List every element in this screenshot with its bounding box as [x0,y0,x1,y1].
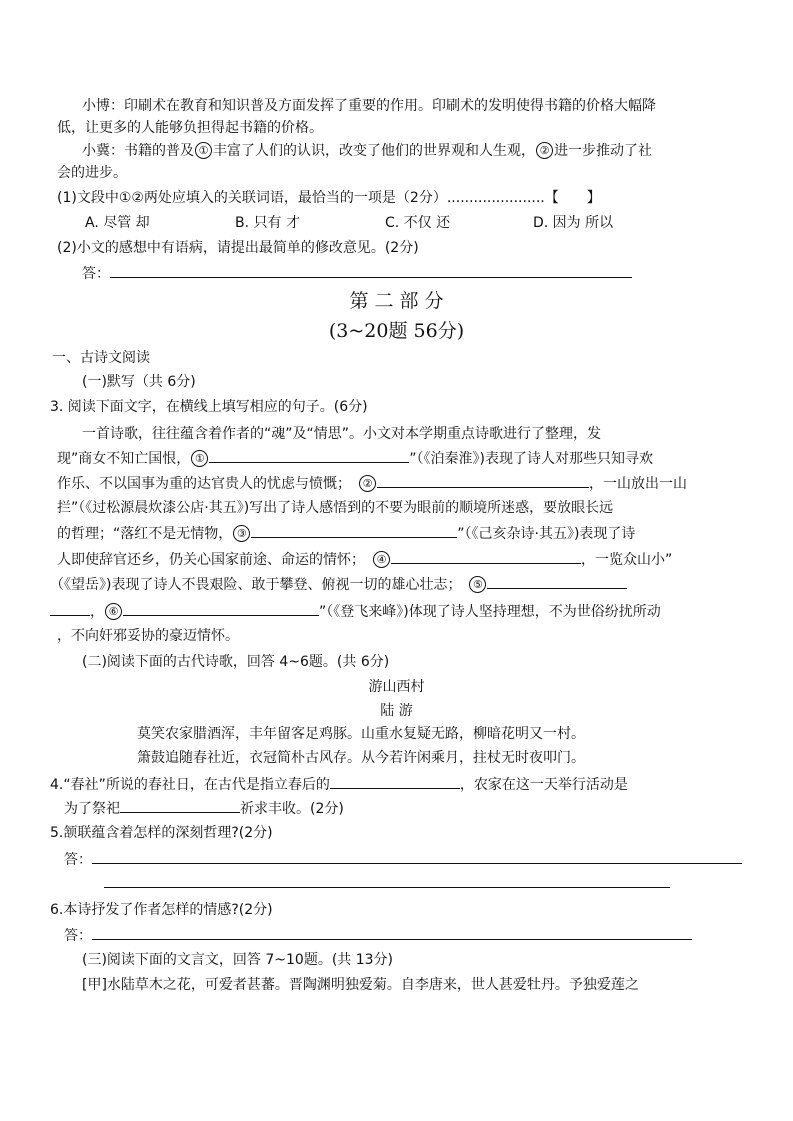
option-b[interactable]: B. 只有 才 [235,215,300,231]
q3-text: ， [90,604,104,620]
section-heading-classical: 一、古诗文阅读 [52,350,150,366]
answer-blank-q5-line-1[interactable] [92,849,742,864]
answer-blank-q6[interactable] [92,925,692,940]
q4-text: 祈求丰收。(2分) [240,801,344,817]
q3-text: 作乐、不以国事为重的达官贵人的忧虑与愤慨； [57,476,358,492]
q4-text: ，农家在这一天举行活动是 [459,777,628,793]
subsection-recitation: (一)默写（共 6分) [82,374,196,390]
blank-1-field[interactable] [209,448,409,463]
xiaoji-text-b: 丰富了人们的认识，改变了他们的世界观和人生观， [213,143,535,159]
q3-para-line-1: 一首诗歌，往往蕴含着作者的“魂”及“情思”。小文对本学期重点诗歌进行了整理，发 [82,426,602,442]
answer-row-q2 [82,263,632,284]
poem-line-2: 箫鼓追随春社近，衣冠简朴古风存。从今若许闲乘月，拄杖无时夜叩门。 [137,750,585,766]
blank-2-marker: ② [359,475,376,492]
option-c[interactable]: C. 不仅 还 [385,215,451,231]
q3-para-line-6 [57,549,672,570]
q3-para-line-3 [57,473,687,494]
q3-text: 的哲理；“落红不是无情物， [57,526,233,542]
circle-one-blank[interactable]: ① [195,142,212,159]
q4-text: 4.“春社”所说的春社日，在古代是指立春后的 [50,777,330,793]
q3-text: 现”商女不知亡国恨， [57,451,191,467]
q3-text: ，一览众山小” [581,552,673,568]
answer-row-q5 [64,849,742,870]
q3-para-line-5 [57,523,635,544]
q3-text: （《望岳》)表现了诗人不畏艰险、敢于攀登、俯视一切的雄心壮志； [50,577,469,593]
blank-4-field[interactable] [391,549,581,564]
option-a[interactable]: A. 尽管 却 [85,215,150,231]
answer-label: 答： [64,928,92,944]
q4-blank-1[interactable] [330,774,460,789]
q3-para-line-9: ，不向奸邪妥协的豪迈情怀。 [57,628,239,644]
question-1: (1)文段中①②两处应填入的关联词语，最恰当的一项是（2分）......................【 】 [57,190,601,206]
blank-3-field[interactable] [251,523,457,538]
answer-row-q5-b [104,873,670,894]
poem-title: 游山西村 [368,679,425,695]
blank-6-field[interactable] [123,601,319,616]
xiaoji-line-2: 会的进步。 [57,165,127,181]
question-4-line-2 [64,798,344,819]
q3-para-line-8 [50,601,661,622]
poem-author: 陆 游 [380,703,413,719]
question-4-line-1 [50,774,628,795]
answer-blank-q2[interactable] [110,263,632,278]
blank-1-marker: ① [191,450,208,467]
subsection-poem: (二)阅读下面的古代诗歌，回答 4~6题。(共 6分) [82,654,390,670]
question-2: (2)小文的感想中有语病，请提出最简单的修改意见。(2分) [57,240,419,256]
blank-3-marker: ③ [233,525,250,542]
blank-6-marker: ⑥ [105,603,122,620]
option-d[interactable]: D. 因为 所以 [533,215,614,231]
xiaoji-text-a: 小冀：书籍的普及 [82,143,194,159]
circle-two-blank[interactable]: ② [536,142,553,159]
q3-text: 人即使辞官还乡，仍关心国家前途、命运的情怀； [57,552,372,568]
xiaobo-line-2: 低，让更多的人能够负担得起书籍的价格。 [57,120,323,136]
q3-para-line-7 [50,574,627,595]
answer-label: 答： [64,852,92,868]
answer-blank-q5-line-2[interactable] [104,873,670,888]
q3-text: ”（《己亥杂诗·其五》)表现了诗 [457,526,636,542]
answer-label: 答： [82,266,110,282]
q3-para-line-4: 拦”（《过松源晨炊漆公店·其五》)写出了诗人感悟到的不要为眼前的顺境所迷惑，要放眼长远 [57,500,614,516]
blank-2-field[interactable] [377,473,589,488]
q3-text: ”（《登飞来峰》)体现了诗人坚持理想，不为世俗纷扰所动 [319,604,661,620]
xiaoji-text-c: 进一步推动了社 [554,143,652,159]
subsection-classical-prose: (三)阅读下面的文言文，回答 7~10题。(共 13分) [82,952,394,968]
blank-5-field-a[interactable] [487,574,627,589]
question-6: 6.本诗抒发了作者怎样的情感?(2分) [50,902,273,918]
q3-text: ，一山放出一山 [589,476,687,492]
blank-5-field-b[interactable] [50,601,90,616]
part-2-title: 第 二 部 分 [349,290,444,312]
q3-para-line-2 [57,448,653,469]
q4-blank-2[interactable] [120,798,240,813]
answer-row-q6 [64,925,692,946]
q3-text: ”（《泊秦淮》)表现了诗人对那些只知寻欢 [409,451,653,467]
question-3: 3. 阅读下面文字，在横线上填写相应的句子。(6分) [50,399,368,415]
xiaoji-line-1 [82,141,652,161]
blank-5-marker: ⑤ [469,576,486,593]
question-5: 5.颔联蕴含着怎样的深刻哲理?(2分) [50,825,273,841]
poem-line-1: 莫笑农家腊酒浑，丰年留客足鸡豚。山重水复疑无路，柳暗花明又一村。 [137,726,585,742]
passage-jia-line-1: [甲]水陆草木之花，可爱者甚蕃。晋陶渊明独爱菊。自李唐来，世人甚爱牡丹。予独爱莲之 [82,977,639,993]
part-2-subtitle: (3~20题 56分) [328,320,465,342]
xiaobo-line-1: 小博：印刷术在教育和知识普及方面发挥了重要的作用。印刷术的发明使得书籍的价格大幅降 [82,98,656,114]
q4-text: 为了祭祀 [64,801,120,817]
blank-4-marker: ④ [373,551,390,568]
